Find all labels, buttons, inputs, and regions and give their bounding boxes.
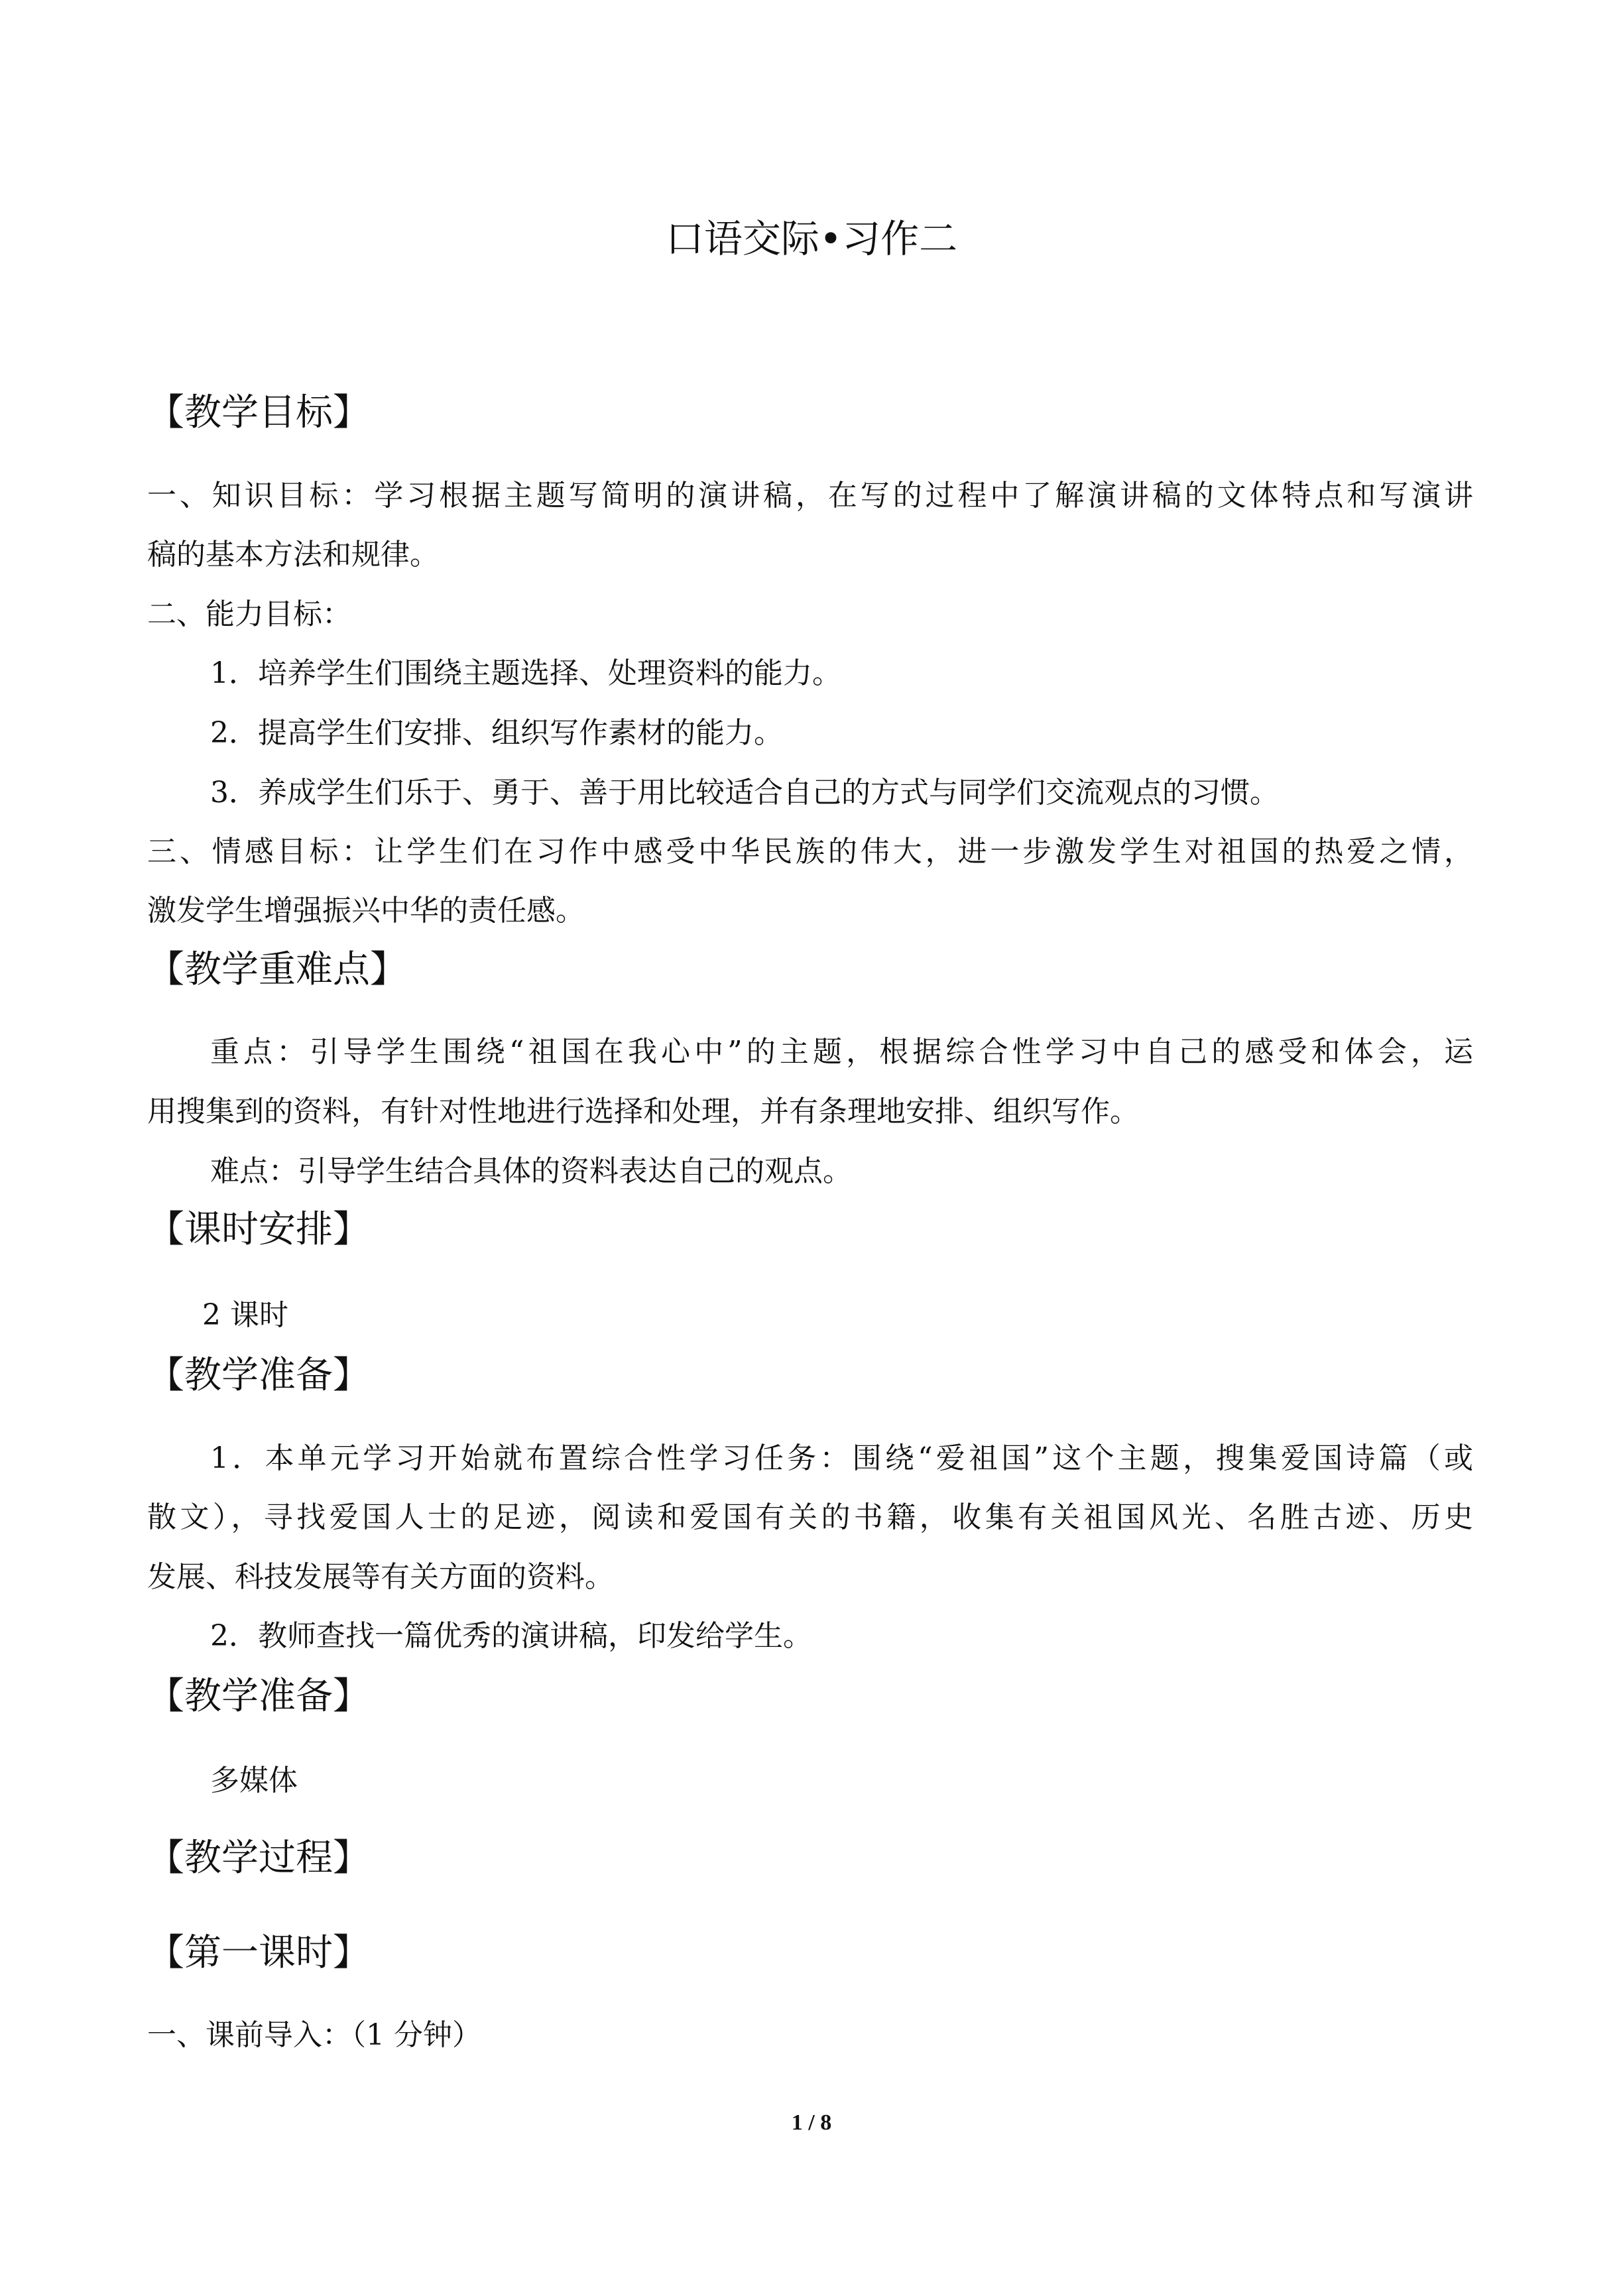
objective-emotion-line1: 三、情感目标：让学生们在习作中感受中华民族的伟大，进一步激发学生对祖国的热爱之情， xyxy=(147,835,1473,869)
heading-preparation: 【教学准备】 xyxy=(147,1354,370,1397)
heading-lesson-1: 【第一课时】 xyxy=(147,1931,370,1974)
intro-step: 一、课前导入：（1 分钟） xyxy=(147,2018,481,2052)
document-title: 口语交际•习作二 xyxy=(665,216,958,261)
heading-key-difficult: 【教学重难点】 xyxy=(147,948,407,991)
prep-item1-line3: 发展、科技发展等有关方面的资料。 xyxy=(147,1560,614,1594)
objective-knowledge-line1: 一、知识目标：学习根据主题写简明的演讲稿，在写的过程中了解演讲稿的文体特点和写演讲 xyxy=(147,479,1473,513)
objective-ability: 二、能力目标： xyxy=(147,597,351,631)
prep-item1-line2: 散文），寻找爱国人士的足迹，阅读和爱国有关的书籍，收集有关祖国风光、名胜古迹、历史 xyxy=(147,1500,1473,1534)
difficult-point: 难点：引导学生结合具体的资料表达自己的观点。 xyxy=(210,1154,852,1188)
objective-emotion-line2: 激发学生增强振兴中华的责任感。 xyxy=(147,894,585,928)
heading-preparation-2: 【教学准备】 xyxy=(147,1675,370,1718)
heading-process: 【教学过程】 xyxy=(147,1837,370,1880)
ability-item-2: 2．提高学生们安排、组织写作素材的能力。 xyxy=(210,716,783,750)
heading-schedule: 【课时安排】 xyxy=(147,1208,370,1251)
schedule-text: 2 课时 xyxy=(202,1298,288,1332)
key-point-line1: 重点：引导学生围绕“祖国在我心中”的主题，根据综合性学习中自己的感受和体会，运 xyxy=(210,1035,1473,1069)
ability-item-3: 3．养成学生们乐于、勇于、善于用比较适合自己的方式与同学们交流观点的习惯。 xyxy=(210,776,1279,810)
media-text: 多媒体 xyxy=(210,1764,298,1797)
ability-item-1: 1．培养学生们围绕主题选择、处理资料的能力。 xyxy=(210,656,841,690)
key-point-line2: 用搜集到的资料，有针对性地进行选择和处理，并有条理地安排、组织写作。 xyxy=(147,1095,1139,1128)
page-number: 1 / 8 xyxy=(791,2110,832,2135)
prep-item1-line1: 1．本单元学习开始就布置综合性学习任务：围绕“爱祖国”这个主题，搜集爱国诗篇（或 xyxy=(210,1441,1473,1475)
heading-objectives: 【教学目标】 xyxy=(147,391,370,434)
objective-knowledge-line2: 稿的基本方法和规律。 xyxy=(147,538,439,572)
prep-item2: 2．教师查找一篇优秀的演讲稿，印发给学生。 xyxy=(210,1619,812,1653)
